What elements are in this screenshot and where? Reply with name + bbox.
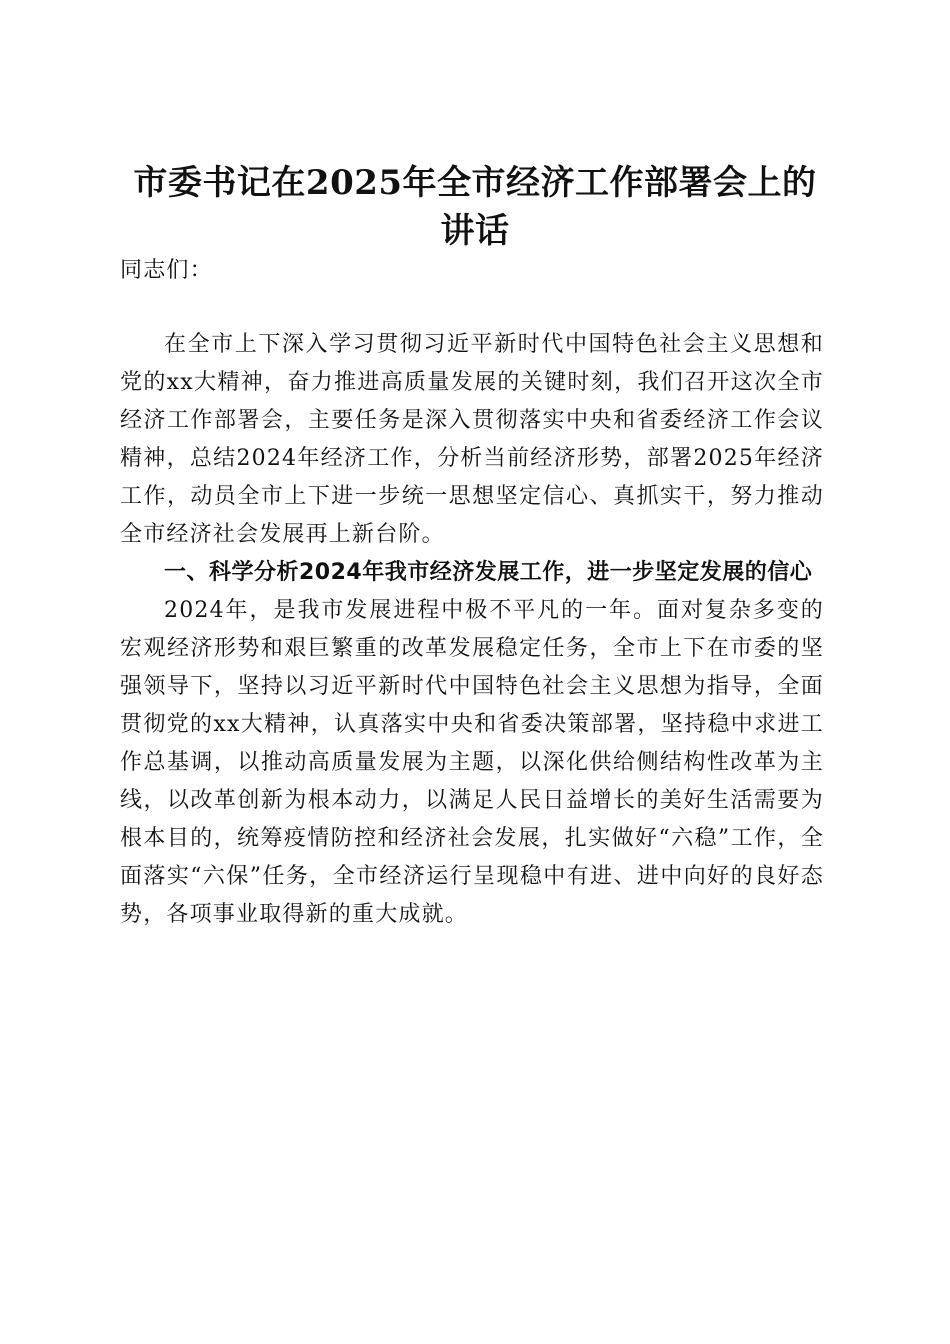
document-title: 市委书记在2025年全市经济工作部署会上的讲话: [133, 162, 817, 251]
intro-paragraph: 在全市上下深入学习贯彻习近平新时代中国特色社会主义思想和党的xx大精神，奋力推进高质量发展的关键时刻，我们召开这次全市经济工作部署会，主要任务是深入贯彻落实中央和省委经济工作会议精神，总结2024年经济工作，分析当前经济形势，部署2025年经济工作，动员全市上下进一步统一思想坚定信心、真抓实干，努力推动全市经济社会发展再上新台阶。: [120, 332, 824, 547]
section-heading-1: 一、科学分析2024年我市经济发展工作，进一步坚定发展的信心: [164, 560, 813, 585]
salutation: 同志们：: [120, 258, 213, 283]
section-1-paragraph: 2024年，是我市发展进程中极不平凡的一年。面对复杂多变的宏观经济形势和艰巨繁重的改革发展稳定任务，全市上下在市委的坚强领导下，坚持以习近平新时代中国特色社会主义思想为指导，全面贯彻党的xx大精神，认真落实中央和省委决策部署，坚持稳中求进工作总基调，以推动高质量发展为主题，以深化供给侧结构性改革为主线，以改革创新为根本动力，以满足人民日益增长的美好生活需要为根本目的，统筹疫情防控和经济社会发展，扎实做好“六稳”工作，全面落实“六保”任务，全市经济运行呈现稳中有进、进中向好的良好态势，各项事业取得新的重大成就。: [120, 598, 824, 927]
document-body: [120, 252, 824, 934]
